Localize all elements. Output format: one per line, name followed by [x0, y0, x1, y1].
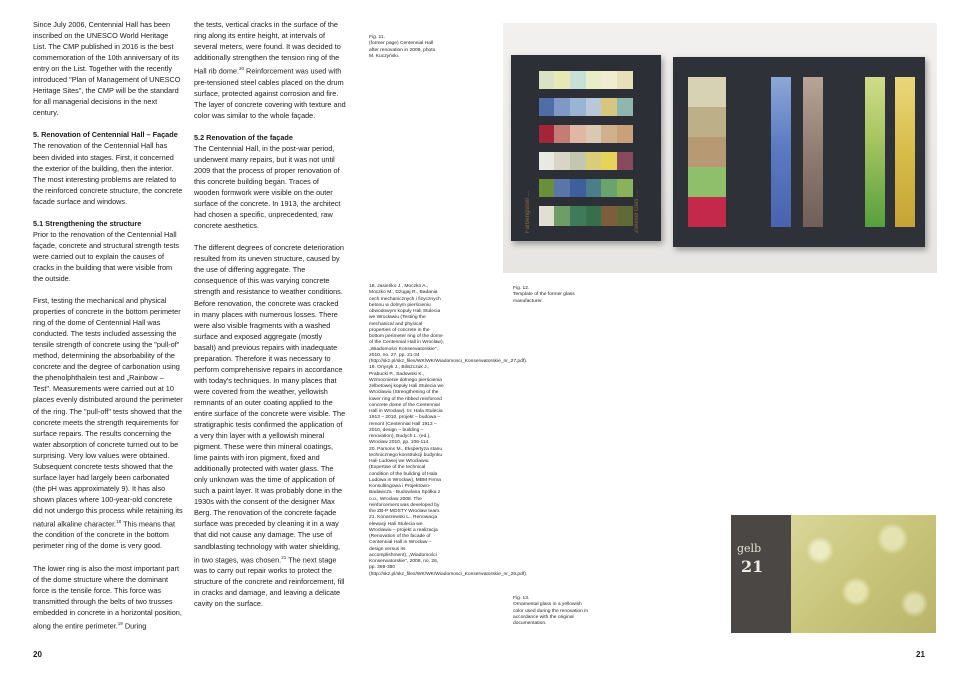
section-5-1-block: [33, 218, 183, 284]
deterioration-text: The different degrees of concrete deterioration resulted from its uneven structure, caused by the use of differing aggregate. The consequence of this was varying concrete strength and resistance to weather conditions. Before renovation, the concrete was cracked in many places with numerous losses. There were also visible fragments with a washed surface and exposed aggregate (mostly basalt) and previous repairs with inadequate preparation. Therefore it was necessary to perform comprehensive repairs in accordance with today's techniques. In many places that were covered from the weather, yellowish remnants of an outer coating applied to the entire surface of the concrete were visible. The stratigraphic tests confirmed the application of a very thin layer with a yellowish mineral pigment. These were thin mineral coatings, lime paints with iron pigment, fixed and additionally protected with water glass. The only unknown was the time of application of such a paint layer. It was probably done in the 1930s with the consent of the designer Max Berg. The renovation of the concrete façade surface was preceded by cleaning it in a way that did not cause any damage. The use of sandblasting technology with water shielding, in two stages, was chosen.: [194, 243, 346, 564]
swatch-col-1: [688, 77, 726, 227]
section-5-heading: 5. Renovation of Centennial Hall – Façade: [33, 130, 178, 140]
page-number-left: 20: [33, 650, 42, 659]
testing-text: First, testing the mechanical and physical properties of concrete in the bottom perimeter ring of the dome of Centennial Hall was conducted. The tests included assessing the tensile strength of concrete using the "pull-of" method, determining the absorbability of the concrete and the degree of carbonation using the phenolphthalein test and „Rainbow – Test". Measurements were carried out at 10 places evenly distributed around the perimeter of the ring. The "pull-off" tests showed that the concrete meets the strength requirements for surface repairs. The results concerning the water absorption of concrete turned out to be surprising. Very low values were obtained. Subsequent concrete tests showed that the surface layer had largely been carbonated (the pH was approximately 9). It has also shown places where 100-year-old concrete did not undergo this process while retaining its natural alkaline character.: [33, 296, 183, 529]
lower-ring-text: The lower ring is also the most important part of the dome structure where the dominant force is the tensile force. This force was transmitted through the belts of two trusses embedded in concrete in a horizontal position, along the entire perimeter.: [33, 563, 182, 631]
footnote-ref-18: 18: [116, 518, 122, 524]
lower-ring-text-tail: During: [122, 621, 147, 631]
swatch-row-5: [539, 179, 633, 197]
swatch-row-3: [539, 125, 633, 143]
deterioration-text-tail: The next stage was to carry out repair works to protect the structure of the concrete and reinforcement, fill in cracks and damage, and leaving a delicate cavity on the surface.: [194, 555, 345, 609]
fig-12-photo: [503, 23, 937, 273]
swatch-row-1: [539, 71, 633, 89]
swatch-col-4: [865, 77, 885, 227]
book-left-spine-text: Farbenglaser ...: [525, 190, 531, 233]
swatch-row-4: [539, 152, 633, 170]
page-number-right: 21: [916, 650, 925, 659]
glass-label-word: gelb: [737, 542, 762, 555]
section-5-1-heading: 5.1 Strengthening the structure: [33, 218, 142, 228]
fig-13-photo: [731, 515, 936, 633]
footnote-ref-19: 19: [117, 620, 123, 626]
section-5-2-block: [194, 132, 346, 231]
swatch-row-2: [539, 98, 633, 116]
section-5-2-paragraph: The Centennial Hall, in the post-war period, underwent many repairs, but it was not until 2009 that the process of proper renovation of this concrete building began. Traces of wooden formwork were visible on the outer surface of the concrete. In 1913, the architect had chosen a specific, unprecedented, raw concrete aesthetics.: [194, 143, 341, 231]
section-5-1-paragraph: Prior to the renovation of the Centennial Hall façade, concrete and structural strength tests were carried out to explain the causes of cracks in the building that were visible from the outside.: [33, 229, 180, 283]
testing-text-tail: This means that the condition of the concrete in the bottom perimeter ring of the dome is very good.: [33, 519, 175, 551]
section-5-block: [33, 129, 183, 206]
cracks-text-tail: Reinforcement was used with pre-tensioned steel cables placed on the drum surface, protected against corrosion and fire. The layer of concrete covering with texture and color was similar to the whole façade.: [194, 66, 346, 120]
fig-13-caption: Fig. 13. Ornamental glass in a yellowish color used during the renovation in accordance with the original documentation.: [513, 596, 589, 626]
deterioration-paragraph: [194, 242, 346, 609]
swatch-col-5: [895, 77, 915, 227]
glass-label-number: 21: [741, 557, 764, 576]
section-5-paragraph: The renovation of the Centennial Hall has been divided into stages. First, it concerned the exterior of the building, then the interior. The most interesting problems are related to the reinforced concrete structure, the concrete facade surface and windows.: [33, 141, 183, 206]
footnote-ref-20: 20: [239, 66, 245, 72]
lower-ring-paragraph: [33, 563, 183, 632]
cracks-paragraph: [194, 19, 346, 121]
footnote-ref-21: 21: [281, 554, 287, 560]
fig-12-caption: Fig. 12. Template of the former glass manufacturer.: [513, 286, 575, 304]
book-left-spine-text-2: Zwiesel Glas ....: [634, 190, 640, 233]
left-column-1: [33, 19, 183, 631]
footnotes: 18. Jasieńko J., Moczko A., Moczko M., Dżugaj R., Badania cech mechanicznych i fizycznych betonu w dolnym pierścieniu obwodowym kopuły Hali Stulecia we Wrocławiu (Testing the mechanical and physical properties of concrete in the bottom perimeter ring of the dome of the Centennial Hall in Wrocław), „Wiadomości Konserwatorskie", 2010, no. 27, pp. 21-34 (http://skz.pl/skz_files/WK/WK/Wiadomosci_Konserwatorskie_nr_27.pdf). 19. Onysyk J., Biliszczuk J., Prabucki P., Sadowski K., Wzmocnienie dolnego pierścienia żelbetowej kopuły Hali Stulecia we Wrocławiu (Strengthening of the lower ring of the ribbed reinforced concrete dome of the Centennial Hall in Wrocław). In: Hala Stulecia 1913 – 2010, projekt – budowa – remont (Centennial Hall 1913 – 2010, design – building – renovation), Budych L. (ed.), Wrocław 2010, pp. 106-114. 20. Parsons M., Ekspertyza stanu technicznego konstrukcji budynku Hali Ludowej we Wrocławiu (Expertise of the technical condition of the building of Hala Ludowa in Wrocław), MBM Firma Konsultingowa i Projektowo-Badawcza - Budowlana Spółka z o.o., Wrocław 2008. The reinforcement was developed by the ZB-P MOSTY Wrocław team. 21. Konarzewski L., Renowacja elewacji Hali Stulecia we Wrocławiu – projekt a realizacja (Renovation of the facade of Centennial Hall in Wrocław – design versus its accomplishment), „Wiadomości Konserwatorskie", 2009, no. 26, pp. 369-380 (http://skz.pl/skz_files/WK/WK/Wiadomosci_Konserwatorskie_nr_26.pdf).: [369, 284, 528, 577]
fig-11-caption: Fig. 11. (former page) Centennial Hall after renovation in 2009, photo M. Kuczyński.: [369, 35, 436, 59]
section-5-2-heading: 5.2 Renovation of the façade: [194, 132, 293, 142]
left-column-2: [194, 19, 346, 609]
yellow-glass-sample: [791, 515, 936, 633]
swatch-col-3: [803, 77, 823, 227]
testing-paragraph: [33, 295, 183, 552]
cracks-text: the tests, vertical cracks in the surface of the ring along its entire height, at intervals of several meters, were found. It was decided to additionally strengthen the tension ring of the Hall rib dome.: [194, 20, 341, 76]
intro-paragraph: Since July 2006, Centennial Hall has been inscribed on the UNESCO World Heritage List. The CMP published in 2016 is the best commemoration of the 10th anniversary of its entry on the List. Together with the recently introduced "Plan of Management of UNESCO Heritage Sites", the CMP will be the standard for all managerial decisions in the next century.: [33, 20, 181, 118]
swatch-row-6: [539, 206, 633, 226]
swatch-col-2: [771, 77, 791, 227]
